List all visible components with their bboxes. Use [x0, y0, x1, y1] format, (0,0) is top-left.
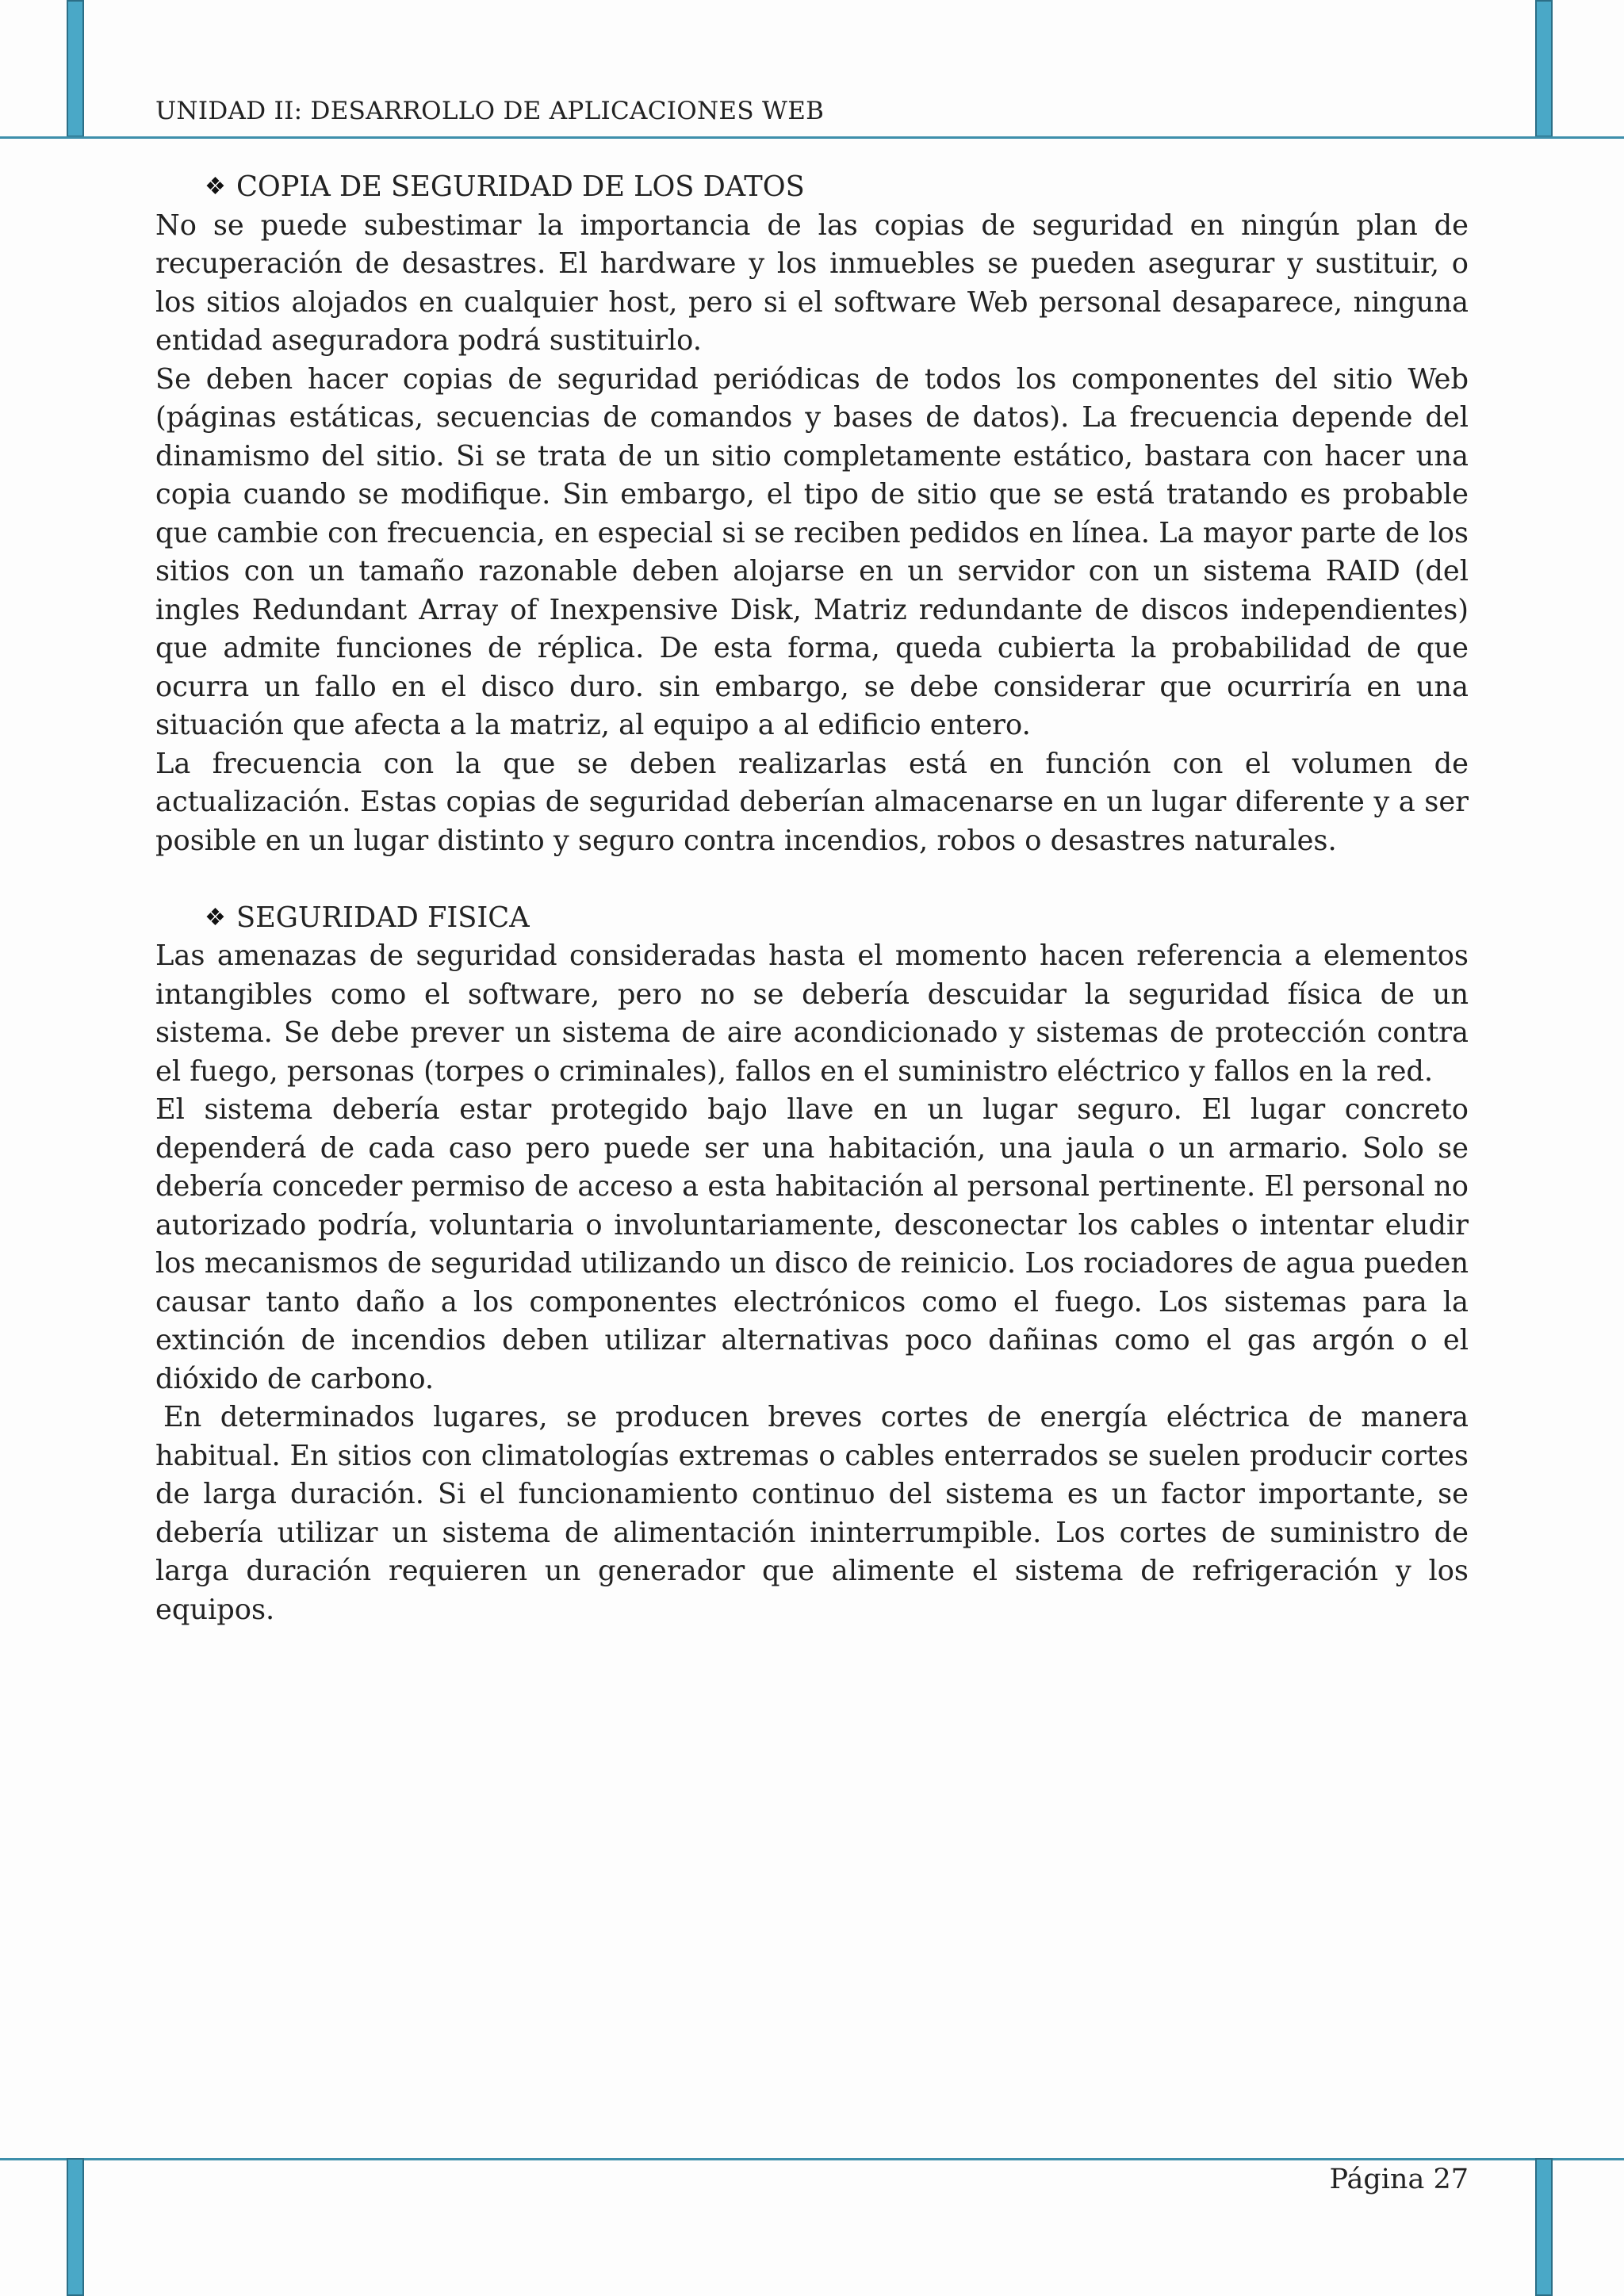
- footer-rule: [0, 2158, 1624, 2160]
- section-spacer: [155, 860, 1469, 899]
- section-heading-text: SEGURIDAD FISICA: [236, 901, 530, 934]
- decorative-bar-top-left: [67, 0, 84, 137]
- running-header: UNIDAD II: DESARROLLO DE APLICACIONES WEB: [155, 97, 825, 125]
- decorative-bar-top-right: [1535, 0, 1553, 137]
- page-number: Página 27: [1329, 2164, 1469, 2195]
- paragraph: La frecuencia con la que se deben realizarlas está en función con el volumen de actualización. Estas copias de seguridad deberían almacenarse en un lugar diferente y a ser posible en un lugar distinto y seguro contra incendios, robos o desastres naturales.: [155, 747, 1469, 857]
- decorative-bar-bottom-right: [1535, 2158, 1553, 2296]
- paragraph: No se puede subestimar la importancia de las copias de seguridad en ningún plan de recuperación de desastres. El hardware y los inmuebles se pueden asegurar y sustituir, o los sitios alojados en cualquier host, pero si el software Web personal desaparece, ninguna entidad aseguradora podrá sustituirlo.: [155, 209, 1469, 357]
- diamond-bullet-icon: ❖: [205, 173, 226, 201]
- section-heading-seguridad-fisica: [205, 899, 1469, 938]
- paragraph: Se deben hacer copias de seguridad periódicas de todos los componentes del sitio Web (páginas estáticas, secuencias de comandos y bases de datos). La frecuencia depende del dinamismo del sitio. Si se trata de un sitio completamente estático, bastara con hacer una copia cuando se modifique. Sin embargo, el tipo de sitio que se está tratando es probable que cambie con frecuencia, en especial si se reciben pedidos en línea. La mayor parte de los sitios con un tamaño razonable deben alojarse en un servidor con un sistema RAID (del ingles Redundant Array of Inexpensive Disk, Matriz redundante de discos independientes) que admite funciones de réplica. De esta forma, queda cubierta la probabilidad de que ocurra un fallo en el disco duro. sin embargo, se debe considerar que ocurriría en una situación que afecta a la matriz, al equipo a al edificio entero.: [155, 362, 1469, 741]
- section-heading-copia: [205, 168, 1469, 207]
- decorative-bar-bottom-left: [67, 2158, 84, 2296]
- diamond-bullet-icon: ❖: [205, 903, 226, 932]
- paragraph: En determinados lugares, se producen breves cortes de energía eléctrica de manera habitual. En sitios con climatologías extremas o cables enterrados se suelen producir cortes de larga duración. Si el funcionamiento continuo del sistema es un factor importante, se debería utilizar un sistema de alimentación ininterrumpible. Los cortes de suministro de larga duración requieren un generador que alimente el sistema de refrigeración y los equipos.: [155, 1401, 1469, 1626]
- paragraph: Las amenazas de seguridad consideradas hasta el momento hacen referencia a elementos intangibles como el software, pero no se debería descuidar la seguridad física de un sistema. Se debe prever un sistema de aire acondicionado y sistemas de protección contra el fuego, personas (torpes o criminales), fallos en el suministro eléctrico y fallos en la red.: [155, 939, 1469, 1088]
- section-heading-text: COPIA DE SEGURIDAD DE LOS DATOS: [236, 170, 805, 203]
- header-rule: [0, 136, 1624, 139]
- paragraph: El sistema debería estar protegido bajo llave en un lugar seguro. El lugar concreto dependerá de cada caso pero puede ser una habitación, una jaula o un armario. Solo se debería conceder permiso de acceso a esta habitación al personal pertinente. El personal no autorizado podría, voluntaria o involuntariamente, desconectar los cables o intentar eludir los mecanismos de seguridad utilizando un disco de reinicio. Los rociadores de agua pueden causar tanto daño a los componentes electrónicos como el fuego. Los sistemas para la extinción de incendios deben utilizar alternativas poco dañinas como el gas argón o el dióxido de carbono.: [155, 1093, 1469, 1395]
- page-body: [155, 168, 1469, 1629]
